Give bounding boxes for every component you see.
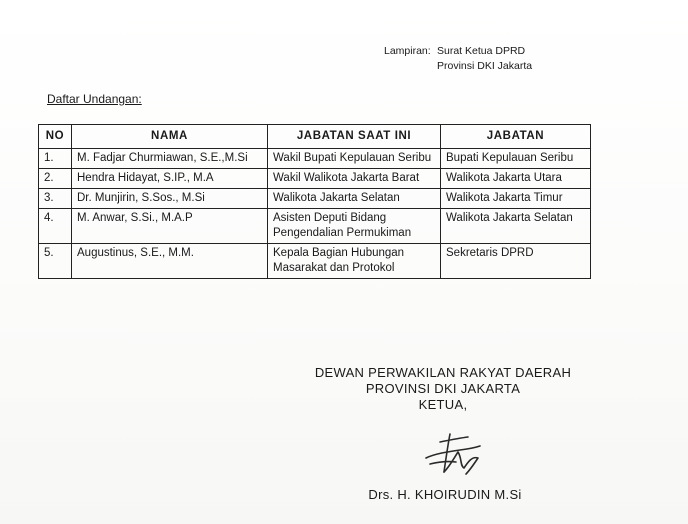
invitation-table (38, 124, 591, 279)
row-no: 4. (39, 209, 72, 244)
row-nama: M. Fadjar Churmiawan, S.E.,M.Si (72, 149, 268, 169)
header-nama: NAMA (72, 125, 268, 149)
header-no: NO (39, 125, 72, 149)
row-no: 1. (39, 149, 72, 169)
table-header-row (39, 125, 591, 149)
row-jabatan: Walikota Jakarta Timur (441, 189, 591, 209)
row-nama: Dr. Munjirin, S.Sos., M.Si (72, 189, 268, 209)
row-no: 5. (39, 244, 72, 279)
table-row (39, 169, 591, 189)
signature-heading (300, 365, 586, 413)
attachment-label: Lampiran: (384, 45, 431, 57)
row-jabatan-saat-ini: Asisten Deputi Bidang Pengendalian Permukiman (268, 209, 441, 244)
table-row (39, 189, 591, 209)
row-jabatan: Bupati Kepulauan Seribu (441, 149, 591, 169)
signer-name: Drs. H. KHOIRUDIN M.Si (368, 487, 522, 502)
header-jabatan: JABATAN (441, 125, 591, 149)
row-nama: Hendra Hidayat, S.IP., M.A (72, 169, 268, 189)
row-jabatan-saat-ini: Wakil Walikota Jakarta Barat (268, 169, 441, 189)
table-row (39, 209, 591, 244)
row-no: 3. (39, 189, 72, 209)
row-jabatan-saat-ini: Wakil Bupati Kepulauan Seribu (268, 149, 441, 169)
row-jabatan-saat-ini: Kepala Bagian Hubungan Masarakat dan Protokol (268, 244, 441, 279)
list-title: Daftar Undangan: (47, 92, 142, 106)
row-jabatan-saat-ini: Walikota Jakarta Selatan (268, 189, 441, 209)
province-name: PROVINSI DKI JAKARTA (365, 381, 521, 396)
header-jabatan-saat-ini: JABATAN SAAT INI (268, 125, 441, 149)
table-row (39, 244, 591, 279)
attachment-line-2: Provinsi DKI Jakarta (437, 60, 533, 72)
row-no: 2. (39, 169, 72, 189)
row-jabatan: Walikota Jakarta Selatan (441, 209, 591, 244)
row-jabatan: Sekretaris DPRD (441, 244, 591, 279)
council-name: DEWAN PERWAKILAN RAKYAT DAERAH (314, 365, 572, 380)
attachment-note (384, 44, 532, 74)
row-nama: Augustinus, S.E., M.M. (72, 244, 268, 279)
row-nama: M. Anwar, S.Si., M.A.P (72, 209, 268, 244)
table-row (39, 149, 591, 169)
signer-title: KETUA, (418, 397, 468, 412)
attachment-line-1: Surat Ketua DPRD (437, 45, 526, 57)
row-jabatan: Walikota Jakarta Utara (441, 169, 591, 189)
handwritten-signature (420, 428, 490, 480)
